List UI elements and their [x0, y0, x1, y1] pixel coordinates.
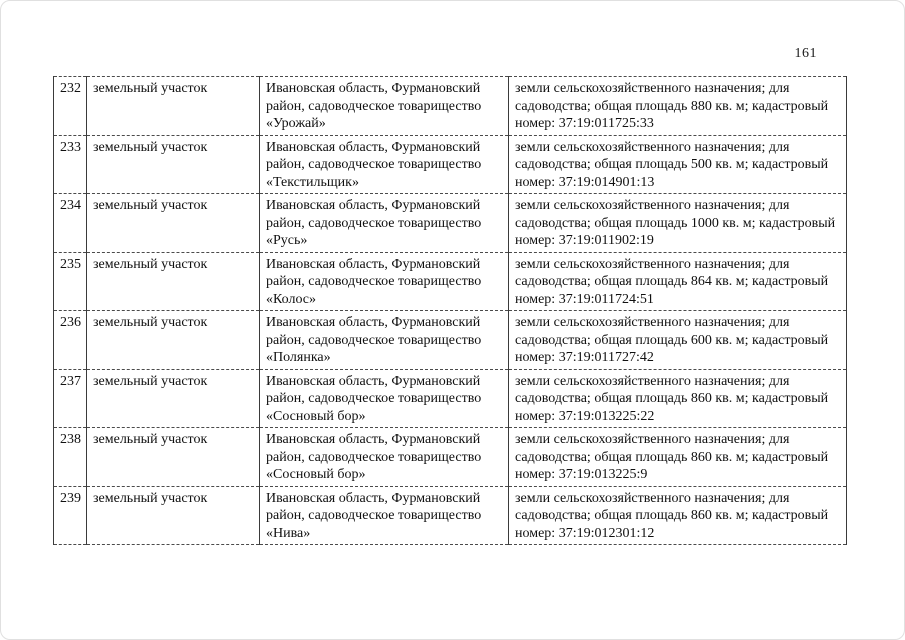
object-type-cell: земельный участок: [87, 194, 260, 253]
object-type-cell: земельный участок: [87, 428, 260, 487]
table-row: [54, 428, 847, 487]
table-row: [54, 311, 847, 370]
location-cell: Ивановская область, Фурмановский район, садоводческое товарищество «Нива»: [260, 486, 509, 545]
table-row: [54, 369, 847, 428]
row-number-cell: 239: [54, 486, 87, 545]
location-cell: Ивановская область, Фурмановский район, садоводческое товарищество «Урожай»: [260, 77, 509, 136]
row-number-cell: 238: [54, 428, 87, 487]
description-cell: земли сельскохозяйственного назначения; для садоводства; общая площадь 860 кв. м; кадастровый номер: 37:19:013225:22: [509, 369, 847, 428]
description-cell: земли сельскохозяйственного назначения; для садоводства; общая площадь 880 кв. м; кадастровый номер: 37:19:011725:33: [509, 77, 847, 136]
page-number: 161: [794, 46, 817, 61]
description-cell: земли сельскохозяйственного назначения; для садоводства; общая площадь 1000 кв. м; кадастровый номер: 37:19:011902:19: [509, 194, 847, 253]
location-cell: Ивановская область, Фурмановский район, садоводческое товарищество «Полянка»: [260, 311, 509, 370]
row-number-cell: 235: [54, 252, 87, 311]
object-type-cell: земельный участок: [87, 369, 260, 428]
location-cell: Ивановская область, Фурмановский район, садоводческое товарищество «Сосновый бор»: [260, 428, 509, 487]
location-cell: Ивановская область, Фурмановский район, садоводческое товарищество «Текстильщик»: [260, 135, 509, 194]
row-number-cell: 234: [54, 194, 87, 253]
row-number-cell: 232: [54, 77, 87, 136]
table-row: [54, 486, 847, 545]
location-cell: Ивановская область, Фурмановский район, садоводческое товарищество «Колос»: [260, 252, 509, 311]
location-cell: Ивановская область, Фурмановский район, садоводческое товарищество «Русь»: [260, 194, 509, 253]
row-number-cell: 236: [54, 311, 87, 370]
table-row: [54, 252, 847, 311]
table-row: [54, 77, 847, 136]
row-number-cell: 237: [54, 369, 87, 428]
row-number-cell: 233: [54, 135, 87, 194]
table-row: [54, 135, 847, 194]
description-cell: земли сельскохозяйственного назначения; для садоводства; общая площадь 864 кв. м; кадастровый номер: 37:19:011724:51: [509, 252, 847, 311]
location-cell: Ивановская область, Фурмановский район, садоводческое товарищество «Сосновый бор»: [260, 369, 509, 428]
description-cell: земли сельскохозяйственного назначения; для садоводства; общая площадь 860 кв. м; кадастровый номер: 37:19:013225:9: [509, 428, 847, 487]
object-type-cell: земельный участок: [87, 135, 260, 194]
object-type-cell: земельный участок: [87, 311, 260, 370]
description-cell: земли сельскохозяйственного назначения; для садоводства; общая площадь 500 кв. м; кадастровый номер: 37:19:014901:13: [509, 135, 847, 194]
object-type-cell: земельный участок: [87, 77, 260, 136]
object-type-cell: земельный участок: [87, 486, 260, 545]
object-type-cell: земельный участок: [87, 252, 260, 311]
description-cell: земли сельскохозяйственного назначения; для садоводства; общая площадь 860 кв. м; кадастровый номер: 37:19:012301:12: [509, 486, 847, 545]
table-row: [54, 194, 847, 253]
description-cell: земли сельскохозяйственного назначения; для садоводства; общая площадь 600 кв. м; кадастровый номер: 37:19:011727:42: [509, 311, 847, 370]
land-parcel-table: [53, 76, 847, 545]
